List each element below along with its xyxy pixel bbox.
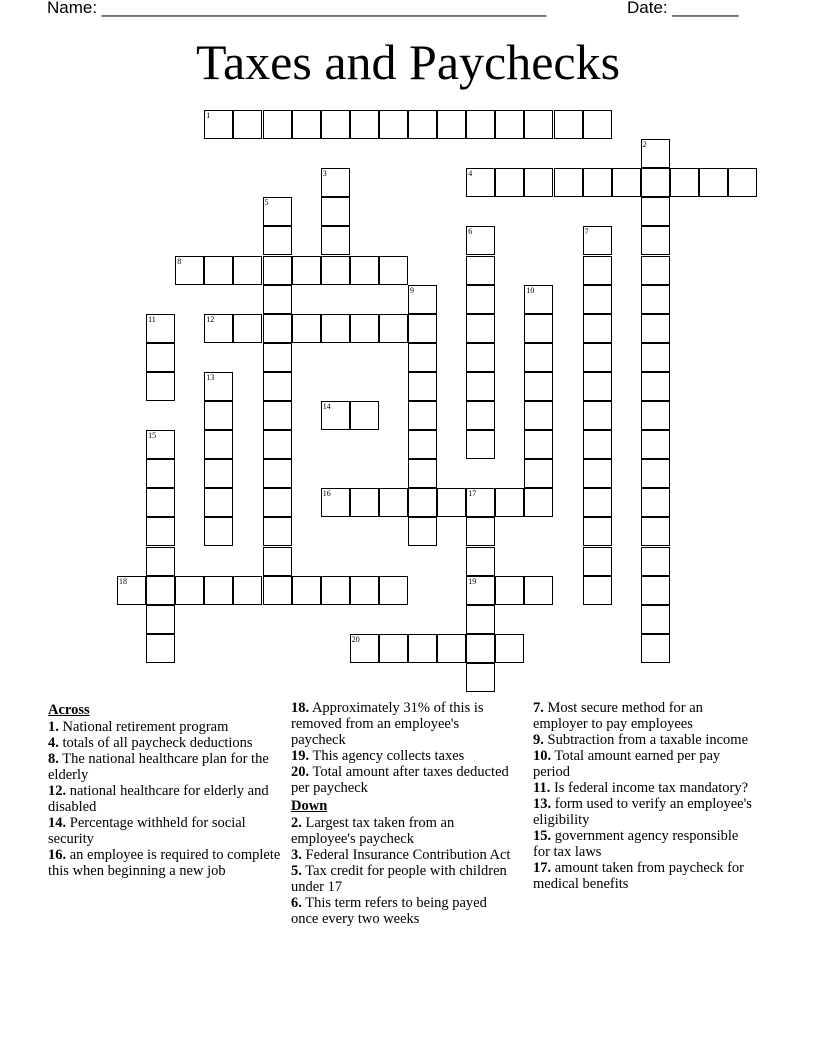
grid-cell[interactable] (263, 285, 292, 314)
grid-cell[interactable] (204, 459, 233, 488)
grid-cell[interactable] (524, 110, 553, 139)
grid-cell[interactable] (321, 197, 350, 226)
grid-cell[interactable] (408, 401, 437, 430)
cell-number: 18 (119, 576, 127, 586)
grid-cell[interactable] (641, 401, 670, 430)
down-heading: Down (291, 798, 328, 814)
grid-cell[interactable] (583, 430, 612, 459)
clue-number: 9. (533, 732, 544, 748)
cell-number: 20 (351, 634, 360, 644)
grid-cell[interactable] (292, 576, 321, 605)
grid-cell[interactable] (204, 430, 233, 459)
grid-cell[interactable] (524, 314, 553, 343)
cell-number: 11 (148, 314, 156, 324)
grid-cell[interactable] (263, 372, 292, 401)
grid-cell[interactable] (437, 110, 466, 139)
grid-cell[interactable] (321, 256, 350, 285)
grid-cell[interactable] (583, 256, 612, 285)
grid-cell[interactable] (466, 576, 495, 605)
grid-cell[interactable] (524, 488, 553, 517)
clue-text: Is federal income tax mandatory? (553, 780, 749, 796)
grid-cell[interactable] (524, 168, 553, 197)
clue-down-17 (533, 860, 758, 892)
cell-number: 1 (206, 111, 211, 120)
grid-cell[interactable] (612, 168, 641, 197)
clue-text: Federal Insurance Contribution Act (305, 847, 511, 863)
clue-number: 7. (533, 700, 544, 716)
grid-cell[interactable] (408, 430, 437, 459)
grid-cell[interactable] (524, 372, 553, 401)
grid-cell[interactable] (408, 634, 437, 663)
grid-cell[interactable] (641, 256, 670, 285)
grid-cell[interactable] (466, 547, 495, 576)
cell-number: 16 (322, 489, 331, 499)
grid-cell[interactable] (466, 285, 495, 314)
grid-cell[interactable] (204, 401, 233, 430)
grid-cell[interactable] (641, 226, 670, 255)
grid-cell[interactable] (146, 576, 175, 605)
grid-cell[interactable] (350, 576, 379, 605)
clue-text: Most secure method for an employer to pay employees (533, 700, 703, 732)
grid-cell[interactable] (204, 110, 233, 139)
grid-cell[interactable] (641, 547, 670, 576)
clue-text: totals of all paycheck deductions (62, 735, 253, 751)
grid-cell[interactable] (233, 256, 262, 285)
clue-column-1 (48, 700, 283, 879)
across-heading: Across (48, 702, 90, 718)
grid-cell[interactable] (641, 634, 670, 663)
grid-cell[interactable] (233, 110, 262, 139)
clue-text: amount taken from paycheck for medical benefits (533, 860, 744, 892)
clue-down-3 (291, 847, 516, 863)
grid-cell[interactable] (699, 168, 728, 197)
clue-across-14 (48, 815, 283, 847)
clue-text: National retirement program (62, 719, 229, 735)
grid-cell[interactable] (524, 343, 553, 372)
grid-cell[interactable] (641, 285, 670, 314)
grid-cell[interactable] (466, 372, 495, 401)
grid-cell[interactable] (641, 430, 670, 459)
grid-cell[interactable] (583, 226, 612, 255)
clue-number: 13. (533, 796, 552, 812)
clue-number: 5. (291, 863, 302, 879)
grid-cell[interactable] (321, 314, 350, 343)
clue-text: Approximately 31% of this is removed from an employee's paycheck (291, 700, 484, 748)
grid-cell[interactable] (554, 110, 583, 139)
grid-cell[interactable] (204, 256, 233, 285)
clue-number: 6. (291, 895, 302, 911)
grid-cell[interactable] (583, 488, 612, 517)
grid-cell[interactable] (321, 401, 350, 430)
grid-cell[interactable] (263, 488, 292, 517)
grid-cell[interactable] (146, 314, 175, 343)
grid-cell[interactable] (204, 517, 233, 546)
grid-cell[interactable] (350, 634, 379, 663)
grid-cell[interactable] (728, 168, 757, 197)
cell-number: 5 (264, 198, 269, 208)
grid-cell[interactable] (146, 343, 175, 372)
grid-cell[interactable] (321, 110, 350, 139)
grid-cell[interactable] (263, 401, 292, 430)
grid-cell[interactable] (641, 314, 670, 343)
grid-cell[interactable] (350, 110, 379, 139)
page-title: Taxes and Paychecks (195, 34, 621, 90)
clue-across-16 (48, 847, 283, 879)
grid-cell[interactable] (437, 488, 466, 517)
grid-cell[interactable] (292, 110, 321, 139)
cell-number: 4 (468, 169, 473, 179)
grid-cell[interactable] (524, 430, 553, 459)
clue-number: 1. (48, 719, 59, 735)
clue-down-15 (533, 828, 758, 860)
grid-cell[interactable] (408, 459, 437, 488)
grid-cell[interactable] (583, 110, 612, 139)
cell-number: 14 (322, 402, 331, 411)
clue-down-7 (533, 700, 758, 732)
clue-down-5 (291, 863, 516, 895)
clue-text: national healthcare for elderly and disabled (48, 783, 269, 815)
grid-cell[interactable] (466, 256, 495, 285)
cell-number: 2 (642, 140, 647, 150)
grid-cell[interactable] (263, 314, 292, 343)
grid-cell[interactable] (583, 547, 612, 576)
grid-cell[interactable] (321, 576, 350, 605)
grid-cell[interactable] (379, 256, 408, 285)
grid-cell[interactable] (583, 343, 612, 372)
clue-number: 2. (291, 815, 302, 831)
grid-cell[interactable] (117, 576, 146, 605)
grid-cell[interactable] (263, 576, 292, 605)
grid-cell[interactable] (466, 110, 495, 139)
grid-cell[interactable] (524, 576, 553, 605)
grid-cell[interactable] (466, 634, 495, 663)
clue-text: government agency responsible for tax laws (533, 828, 739, 860)
grid-cell[interactable] (466, 226, 495, 255)
grid-cell[interactable] (379, 634, 408, 663)
grid-cell[interactable] (408, 372, 437, 401)
grid-cell[interactable] (583, 576, 612, 605)
grid-cell[interactable] (263, 343, 292, 372)
cell-number: 17 (468, 489, 477, 499)
grid-cell[interactable] (583, 168, 612, 197)
grid-cell[interactable] (175, 256, 204, 285)
grid-cell[interactable] (204, 488, 233, 517)
grid-cell[interactable] (146, 547, 175, 576)
grid-cell[interactable] (204, 314, 233, 343)
clue-down-11 (533, 780, 758, 796)
grid-cell[interactable] (321, 168, 350, 197)
clue-text: This term refers to being payed once every two weeks (291, 895, 487, 927)
grid-cell[interactable] (670, 168, 699, 197)
grid-cell[interactable] (641, 517, 670, 546)
grid-cell[interactable] (641, 197, 670, 226)
grid-cell[interactable] (263, 256, 292, 285)
cell-number: 19 (468, 576, 477, 586)
clue-number: 19. (291, 748, 310, 764)
clue-across-12 (48, 783, 283, 815)
grid-cell[interactable] (408, 343, 437, 372)
grid-cell[interactable] (146, 634, 175, 663)
grid-cell[interactable] (583, 517, 612, 546)
clue-number: 11. (533, 780, 551, 796)
grid-cell[interactable] (466, 343, 495, 372)
clue-text: an employee is required to complete this when beginning a new job (48, 847, 281, 879)
grid-cell[interactable] (641, 139, 670, 168)
cell-number: 3 (322, 169, 327, 179)
grid-cell[interactable] (495, 576, 524, 605)
grid-cell[interactable] (379, 488, 408, 517)
grid-cell[interactable] (583, 401, 612, 430)
cell-number: 15 (148, 431, 157, 441)
clue-number: 15. (533, 828, 552, 844)
grid-cell[interactable] (524, 401, 553, 430)
grid-cell[interactable] (466, 488, 495, 517)
grid-cell[interactable] (204, 372, 233, 401)
clue-across-19 (291, 748, 516, 764)
grid-cell[interactable] (146, 459, 175, 488)
grid-cell[interactable] (408, 314, 437, 343)
cell-number: 10 (526, 285, 535, 295)
grid-cell[interactable] (641, 168, 670, 197)
grid-cell[interactable] (641, 576, 670, 605)
grid-cell[interactable] (175, 576, 204, 605)
grid-cell[interactable] (263, 110, 292, 139)
clue-text: The national healthcare plan for the elderly (48, 751, 269, 783)
grid-cell[interactable] (350, 488, 379, 517)
clue-down-6 (291, 895, 516, 927)
grid-cell[interactable] (408, 517, 437, 546)
grid-cell[interactable] (524, 459, 553, 488)
cell-number: 13 (206, 372, 215, 382)
grid-cell[interactable] (292, 256, 321, 285)
grid-cell[interactable] (495, 634, 524, 663)
grid-cell[interactable] (583, 285, 612, 314)
clue-text: Percentage withheld for social security (48, 815, 246, 847)
grid-cell[interactable] (263, 197, 292, 226)
clue-down-13 (533, 796, 758, 828)
clue-number: 3. (291, 847, 302, 863)
cell-number: 7 (584, 227, 589, 237)
grid-cell[interactable] (641, 343, 670, 372)
grid-cell[interactable] (350, 401, 379, 430)
clue-column-3 (533, 700, 758, 892)
cell-number: 6 (468, 227, 473, 237)
grid-cell[interactable] (233, 576, 262, 605)
grid-cell[interactable] (263, 517, 292, 546)
grid-cell[interactable] (495, 110, 524, 139)
grid-cell[interactable] (146, 605, 175, 634)
grid-cell[interactable] (263, 459, 292, 488)
clue-number: 17. (533, 860, 552, 876)
clue-text: Largest tax taken from an employee's paycheck (291, 815, 455, 847)
clue-down-10 (533, 748, 758, 780)
grid-cell[interactable] (350, 256, 379, 285)
grid-cell[interactable] (554, 168, 583, 197)
clue-number: 4. (48, 735, 59, 751)
grid-cell[interactable] (466, 663, 495, 692)
grid-cell[interactable] (466, 430, 495, 459)
grid-cell[interactable] (379, 576, 408, 605)
grid-cell[interactable] (583, 314, 612, 343)
cell-number: 12 (206, 314, 215, 324)
clue-column-2 (291, 700, 516, 927)
grid-cell[interactable] (204, 576, 233, 605)
clue-text: Tax credit for people with children under 17 (291, 863, 507, 895)
name-field[interactable]: Name: _______________________________________________ (47, 0, 547, 17)
grid-cell[interactable] (233, 314, 262, 343)
clue-number: 20. (291, 764, 310, 780)
clue-number: 18. (291, 700, 310, 716)
grid-cell[interactable] (379, 110, 408, 139)
clue-text: Subtraction from a taxable income (547, 732, 749, 748)
clue-text: Total amount after taxes deducted per paycheck (291, 764, 509, 796)
grid-cell[interactable] (408, 285, 437, 314)
clue-across-20 (291, 764, 516, 796)
grid-cell[interactable] (437, 634, 466, 663)
date-field[interactable]: Date: _______ (627, 0, 739, 17)
grid-cell[interactable] (379, 314, 408, 343)
clue-text: Total amount earned per pay period (533, 748, 721, 780)
clue-down-9 (533, 732, 758, 748)
grid-cell[interactable] (408, 110, 437, 139)
grid-cell[interactable] (495, 168, 524, 197)
clue-down-2 (291, 815, 516, 847)
clue-text: form used to verify an employee's eligibility (533, 796, 752, 828)
clue-number: 10. (533, 748, 552, 764)
grid-cell[interactable] (466, 605, 495, 634)
clue-across-18 (291, 700, 516, 748)
grid-cell[interactable] (408, 488, 437, 517)
clue-across-8 (48, 751, 283, 783)
grid-cell[interactable] (466, 314, 495, 343)
grid-cell[interactable] (146, 488, 175, 517)
clue-across-4 (48, 735, 283, 751)
grid-cell[interactable] (524, 285, 553, 314)
cell-number: 9 (410, 285, 414, 295)
grid-cell[interactable] (321, 226, 350, 255)
clue-number: 16. (48, 847, 67, 863)
grid-cell[interactable] (466, 517, 495, 546)
clue-text: This agency collects taxes (312, 748, 465, 764)
grid-cell[interactable] (641, 488, 670, 517)
grid-cell[interactable] (583, 459, 612, 488)
grid-cell[interactable] (466, 401, 495, 430)
clue-number: 14. (48, 815, 67, 831)
grid-cell[interactable] (495, 488, 524, 517)
grid-cell[interactable] (146, 517, 175, 546)
grid-cell[interactable] (641, 372, 670, 401)
grid-cell[interactable] (641, 459, 670, 488)
grid-cell[interactable] (146, 372, 175, 401)
grid-cell[interactable] (466, 168, 495, 197)
grid-cell[interactable] (350, 314, 379, 343)
clue-number: 12. (48, 783, 67, 799)
grid-cell[interactable] (263, 547, 292, 576)
grid-cell[interactable] (641, 605, 670, 634)
grid-cell[interactable] (583, 372, 612, 401)
grid-cell[interactable] (146, 430, 175, 459)
clue-number: 8. (48, 751, 59, 767)
grid-cell[interactable] (263, 430, 292, 459)
clue-across-1 (48, 719, 283, 735)
cell-number: 8 (177, 256, 182, 266)
grid-cell[interactable] (263, 226, 292, 255)
grid-cell[interactable] (292, 314, 321, 343)
grid-cell[interactable] (321, 488, 350, 517)
